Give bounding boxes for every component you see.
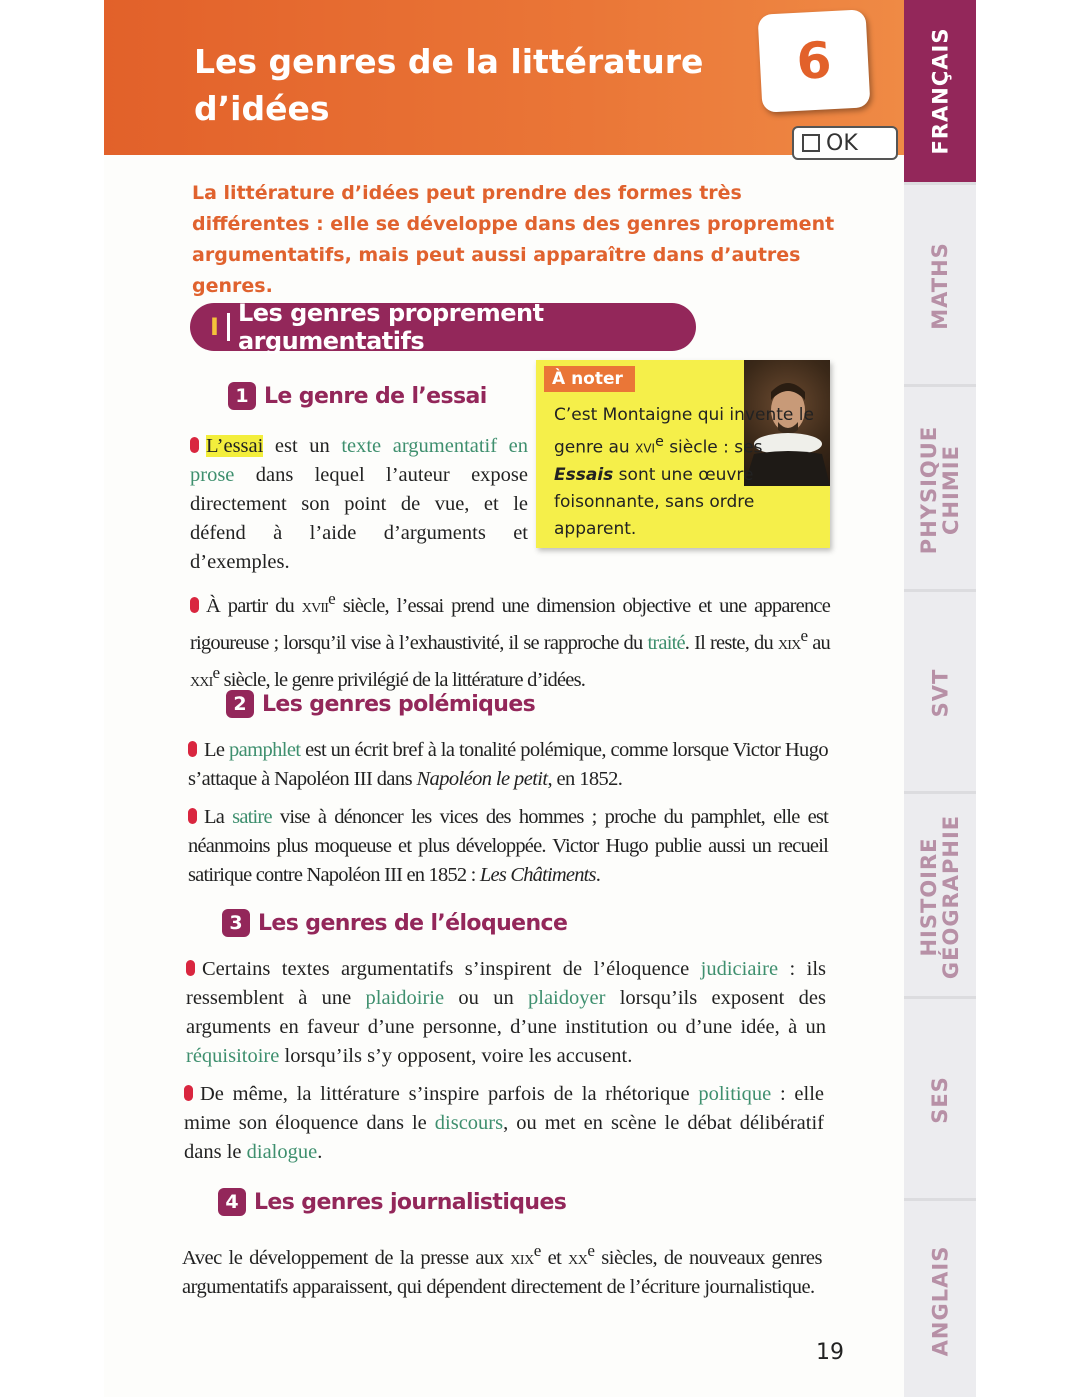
subsection-number: 3 [222, 909, 250, 937]
tab-label: FRANÇAIS [928, 27, 953, 155]
century-superscript: e [587, 1241, 595, 1260]
tab-maths[interactable] [904, 182, 976, 387]
tab-label: HISTOIRE GÉOGRAPHIE [917, 814, 963, 979]
keyword: satire [232, 806, 272, 828]
text-part: lorsqu’ils exposent des arguments en faveur d’une personne, d’une institution ou d’une idée, à un [186, 987, 826, 1038]
subsection-title: Les genres polémiques [262, 691, 536, 717]
eloquence-paragraph-1 [186, 955, 826, 1071]
bullet-icon [190, 437, 199, 453]
text-part: au [807, 631, 830, 654]
book-title: Les Châtiments [479, 864, 596, 886]
text-part: ou un [444, 987, 529, 1009]
century-superscript: e [328, 589, 335, 608]
note-text-part: C’est Montaigne qui invente le genre au [554, 405, 814, 458]
keyword: texte argumentatif en prose [190, 435, 528, 486]
bullet-icon [188, 741, 197, 757]
subsection-title: Les genres de l’éloquence [258, 910, 568, 936]
note-box [536, 360, 830, 548]
text-part: est un écrit bref à la tonalité polémique, comme lorsque Victor Hugo s’attaque à Napoléon III dans [188, 739, 828, 790]
subsection-heading-3 [222, 909, 567, 937]
bullet-icon [188, 808, 197, 824]
chapter-number-badge: 6 [758, 9, 871, 113]
note-text [554, 402, 820, 543]
subject-tabs [904, 0, 976, 1397]
ok-label: OK [826, 130, 858, 156]
tab-label: SVT [927, 668, 952, 718]
text-part: : elle mime son éloquence dans le [184, 1083, 824, 1134]
section-title: Les genres proprement argumentatifs [237, 299, 544, 355]
subsection-title: Les genres journalistiques [254, 1189, 567, 1215]
text-part: De même, la littérature s’inspire parfois de la rhétorique [200, 1083, 699, 1105]
text-part: et [540, 1246, 569, 1269]
subsection-number: 1 [228, 382, 256, 410]
keyword: traité [647, 631, 685, 654]
text-part: Certains textes argumentatifs s’inspirent de l’éloquence [202, 958, 701, 980]
keyword: judiciaire [700, 958, 779, 980]
tab-francais[interactable] [904, 0, 976, 182]
intro-paragraph: La littérature d’idées peut prendre des formes très différentes : elle se développe dans des genres proprement argumentatifs, mais peut aussi apparaître dans d’autres genres. [192, 182, 835, 297]
text-part: siècle, l’essai prend une dimension objective et une apparence rigoureuse ; lorsqu’il vise à l’exhaustivité, il se rapproche du [190, 594, 830, 654]
text-part: Avec le développement de la presse aux [182, 1246, 511, 1269]
tab-anglais[interactable] [904, 1198, 976, 1400]
essais-title: Essais [554, 464, 614, 485]
text-part: est un [263, 435, 342, 457]
keyword: plaidoyer [528, 987, 606, 1009]
text-part: . [595, 864, 601, 886]
book-page [104, 0, 904, 1397]
text-part: lorsqu’ils s’y opposent, voire les accusent. [279, 1045, 633, 1067]
keyword: réquisitoire [186, 1045, 280, 1067]
century-numeral: xxi [190, 668, 213, 691]
note-text-part: siècle : ses [669, 437, 763, 458]
text-part: Le [204, 739, 230, 761]
tab-label: MATHS [928, 242, 953, 330]
tab-label: ANGLAIS [928, 1245, 953, 1356]
chapter-title: Les genres de la littérature d’idées [194, 42, 704, 128]
text-part: La [204, 806, 233, 828]
century-numeral: xix [777, 631, 801, 654]
text-part: siècles, de nouveaux genres argumentatifs apparaissent, qui dépendent directement de l’écriture journalistique. [182, 1246, 822, 1298]
keyword: dialogue [246, 1141, 318, 1163]
tab-label: SES [927, 1076, 952, 1124]
note-tag: À noter [544, 366, 635, 392]
journalistique-paragraph [182, 1236, 822, 1302]
polemique-paragraph-2 [188, 803, 828, 890]
century-superscript: e [212, 662, 220, 682]
text-part: . [317, 1141, 323, 1163]
subsection-number: 4 [218, 1188, 246, 1216]
century-numeral: xvii [301, 594, 329, 617]
subsection-heading-2 [226, 690, 535, 718]
text-part: : ils ressemblent à une [186, 958, 826, 1009]
page-number: 19 [816, 1340, 844, 1365]
keyword: plaidoirie [365, 987, 445, 1009]
ok-checkbox[interactable] [792, 126, 898, 160]
section-number: I [210, 313, 230, 341]
text-part: À partir du [206, 594, 302, 617]
text-part: vise à dénoncer les vices des hommes ; proche du pamphlet, elle est néanmoins plus moqueuse et plus développée. Victor Hugo publie aussi un recueil satirique contre Napoléon III en 1852 : [188, 806, 828, 886]
eloquence-paragraph-2 [184, 1080, 824, 1167]
keyword: discours [434, 1112, 504, 1134]
bullet-icon [186, 960, 195, 976]
section-banner [190, 299, 696, 355]
century-superscript: e [533, 1241, 541, 1260]
tab-physique-chimie[interactable] [904, 384, 976, 592]
tab-svt[interactable] [904, 589, 976, 794]
text-part: , ou met en scène le débat délibératif dans le [184, 1112, 824, 1163]
tab-ses[interactable] [904, 996, 976, 1201]
text-part: . Il reste, du [684, 631, 778, 654]
note-text-part: sont une œuvre foisonnante, sans ordre apparent. [554, 464, 755, 539]
bullet-icon [190, 597, 199, 613]
keyword: politique [698, 1083, 772, 1105]
century-numeral: xx [568, 1246, 588, 1269]
century-superscript: e [655, 434, 664, 450]
highlighted-term: L’essai [206, 435, 264, 457]
text-part: , en 1852. [547, 768, 623, 790]
essai-paragraph-1 [190, 432, 528, 577]
subsection-title: Le genre de l’essai [264, 383, 487, 409]
subsection-heading-1 [228, 382, 487, 410]
century-numeral: xvi [635, 437, 656, 458]
polemique-paragraph-1 [188, 736, 828, 794]
checkbox-square-icon[interactable] [802, 134, 820, 152]
text-part: dans lequel l’auteur expose directement son point de vue, et le défend à l’aide d’arguments et d’exemples. [190, 464, 528, 573]
century-numeral: xix [510, 1246, 534, 1269]
bullet-icon [184, 1085, 193, 1101]
book-title: Napoléon le petit [416, 768, 548, 790]
keyword: pamphlet [229, 739, 301, 761]
tab-label: PHYSIQUE CHIMIE [917, 425, 963, 554]
tab-histoire-geographie[interactable] [904, 791, 976, 999]
century-superscript: e [800, 625, 808, 645]
subsection-number: 2 [226, 690, 254, 718]
essai-paragraph-2 [190, 584, 830, 694]
text-part: siècle, le genre privilégié de la littérature d’idées. [219, 668, 586, 691]
subsection-heading-4 [218, 1188, 566, 1216]
